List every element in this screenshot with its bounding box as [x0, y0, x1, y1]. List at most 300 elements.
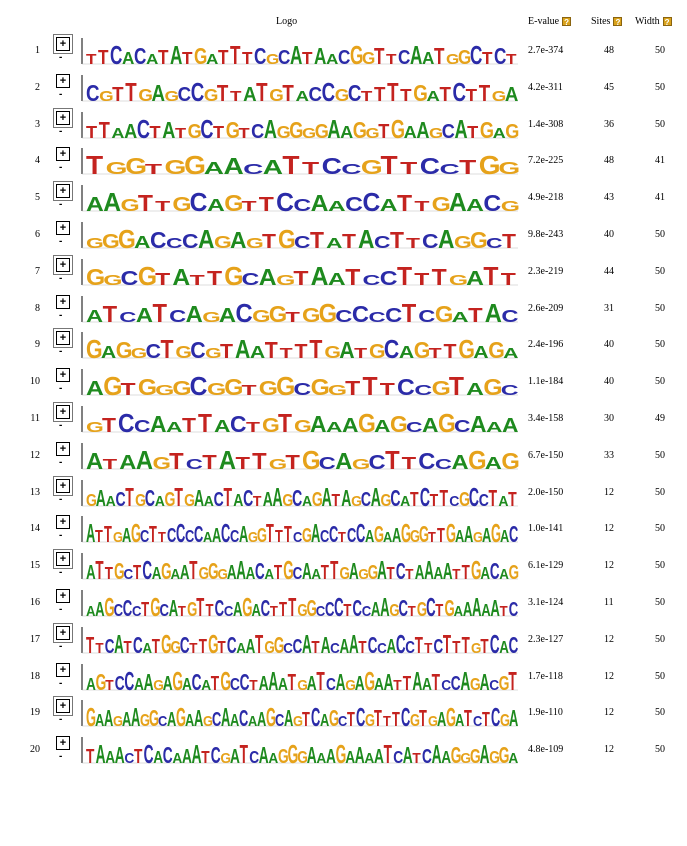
logo-letter: G: [203, 85, 219, 104]
logo-letter: A: [166, 419, 183, 435]
logo-letter: A: [486, 419, 503, 435]
logo-letter: T: [401, 298, 417, 325]
logo-letter: C: [347, 524, 357, 546]
collapse-minus-icon[interactable]: -: [59, 309, 63, 321]
sequence-logo: [80, 329, 520, 361]
motif-row: [0, 548, 687, 584]
logo-letter: G: [214, 233, 232, 251]
collapse-minus-icon[interactable]: -: [59, 346, 63, 358]
logo-letter: T: [242, 47, 253, 67]
logo-letter: C: [159, 601, 170, 619]
logo-letter: G: [350, 40, 364, 67]
logo-letter: C: [158, 713, 168, 730]
logo-letter: G: [419, 521, 429, 546]
logo-letter: T: [95, 556, 104, 583]
logo-letter: G: [473, 529, 483, 546]
logo-letter: C: [167, 524, 177, 546]
logo-letter: T: [431, 670, 440, 693]
logo-letter: G: [113, 529, 123, 546]
logo-letter: G: [86, 335, 103, 362]
logo-letter: T: [275, 527, 283, 546]
logo-letter: C: [501, 306, 519, 325]
logo-letter: C: [166, 235, 183, 251]
logo-letter: G: [282, 491, 294, 509]
logo-letter: T: [383, 740, 392, 767]
motif-number: 8: [35, 302, 40, 314]
logo-letter: C: [241, 269, 260, 288]
logo-letter: C: [422, 230, 439, 251]
logo-letter: T: [385, 52, 397, 67]
logo-letter: A: [460, 667, 471, 693]
logo-letter: A: [341, 486, 352, 509]
logo-letter: G: [198, 564, 210, 583]
logo-letter: T: [439, 83, 451, 104]
logo-letter: C: [210, 743, 221, 767]
logo-letter: A: [354, 670, 365, 693]
logo-letter: T: [316, 667, 325, 693]
logo-letter: G: [184, 151, 206, 178]
logo-letter: A: [464, 521, 474, 546]
logo-letter: T: [338, 529, 346, 546]
logo-letter: G: [410, 711, 421, 730]
logo-letter: G: [294, 417, 312, 435]
collapse-minus-icon[interactable]: -: [59, 567, 63, 579]
expand-plus-icon[interactable]: +: [56, 442, 70, 456]
table-header: [0, 14, 687, 34]
collapse-minus-icon[interactable]: -: [59, 530, 63, 542]
logo-letter: C: [489, 558, 500, 583]
logo-letter: A: [500, 527, 510, 546]
logo-letter: C: [398, 45, 411, 67]
expand-plus-icon[interactable]: +: [56, 405, 70, 419]
motif-row: [0, 695, 687, 731]
help-icon[interactable]: ?: [663, 17, 672, 26]
logo-letter: A: [206, 195, 225, 215]
width-cell: 50: [655, 707, 665, 719]
logo-letter: G: [120, 195, 140, 215]
logo-letter: T: [155, 269, 171, 288]
collapse-minus-icon[interactable]: -: [59, 236, 63, 247]
sites-cell: 40: [604, 339, 614, 351]
logo-letter: A: [374, 675, 384, 693]
motif-number: 14: [30, 523, 40, 535]
evalue-column-header: E-value ?: [528, 16, 571, 27]
logo-letter: T: [238, 125, 250, 141]
logo-letter: G: [149, 705, 159, 730]
logo-letter: T: [86, 52, 97, 67]
logo-letter: A: [230, 226, 247, 251]
evalue-cell: 4.8e-109: [528, 744, 564, 756]
logo-letter: T: [488, 486, 498, 509]
logo-letter: C: [347, 81, 362, 104]
logo-letter: G: [194, 44, 208, 67]
logo-letter: G: [224, 262, 244, 288]
motif-number: 19: [30, 707, 40, 719]
logo-letter: T: [246, 419, 260, 435]
logo-letter: G: [491, 87, 507, 104]
evalue-cell: 1.7e-118: [528, 670, 563, 682]
expand-plus-icon[interactable]: +: [56, 515, 70, 529]
logo-letter: A: [172, 264, 191, 288]
logo-letter: T: [137, 190, 153, 215]
logo-letter: T: [483, 262, 499, 288]
logo-letter: G: [115, 337, 133, 362]
logo-letter: A: [218, 303, 237, 325]
logo-letter: T: [241, 383, 257, 399]
logo-letter: A: [442, 558, 453, 583]
logo-letter: A: [484, 453, 502, 472]
logo-letter: T: [461, 561, 470, 583]
sequence-logo: [80, 440, 520, 472]
logo-letter: C: [278, 45, 291, 67]
logo-letter: C: [235, 298, 253, 325]
logo-letter: A: [377, 556, 387, 583]
logo-letter: G: [276, 122, 291, 141]
logo-letter: G: [246, 235, 264, 251]
expand-plus-icon[interactable]: +: [56, 699, 70, 713]
logo-letter: A: [451, 309, 469, 325]
logo-letter: T: [406, 235, 420, 251]
logo-letter: G: [454, 233, 472, 251]
logo-letter: G: [410, 527, 421, 546]
logo-letter: A: [86, 377, 104, 399]
logo-letter: G: [358, 565, 369, 583]
logo-letter: T: [434, 44, 445, 67]
logo-letter: C: [132, 632, 143, 656]
evalue-cell: 2.3e-219: [528, 265, 564, 277]
sites-cell: 48: [604, 45, 614, 56]
logo-letter: G: [498, 743, 510, 767]
collapse-minus-icon[interactable]: -: [59, 420, 63, 431]
logo-letter: T: [461, 632, 470, 656]
expand-plus-icon[interactable]: +: [56, 626, 70, 640]
motif-row: [0, 511, 687, 547]
logo-letter: C: [473, 713, 483, 730]
logo-letter: C: [118, 409, 135, 435]
logo-letter: T: [266, 519, 274, 546]
expand-plus-icon[interactable]: +: [56, 295, 70, 309]
motif-number: 15: [30, 560, 40, 572]
collapse-minus-icon[interactable]: -: [59, 714, 63, 726]
sequence-logo: [80, 182, 520, 214]
sites-cell: 11: [604, 597, 614, 608]
logo-letter: A: [86, 448, 104, 472]
logo-letter: C: [253, 44, 267, 67]
expand-plus-icon[interactable]: +: [56, 736, 70, 750]
logo-letter: C: [362, 188, 381, 215]
evalue-cell: 2.0e-150: [528, 486, 564, 498]
logo-letter: C: [356, 519, 366, 546]
logo-letter: A: [348, 558, 359, 583]
logo-letter: G: [310, 374, 330, 399]
expand-plus-icon[interactable]: +: [56, 147, 70, 161]
logo-letter: C: [329, 521, 339, 546]
logo-letter: A: [403, 122, 417, 141]
logo-letter: T: [401, 453, 417, 472]
logo-letter: A: [490, 595, 500, 619]
collapse-minus-icon[interactable]: -: [59, 751, 63, 763]
logo-letter: T: [342, 230, 356, 251]
logo-letter: C: [509, 521, 519, 546]
logo-letter: A: [310, 262, 329, 288]
logo-letter: T: [264, 337, 278, 362]
logo-letter: T: [282, 151, 300, 178]
sites-cell: 12: [604, 486, 614, 498]
logo-letter: T: [220, 340, 234, 362]
logo-letter: G: [500, 199, 520, 215]
logo-letter: C: [276, 188, 294, 215]
logo-letter: G: [431, 377, 451, 399]
logo-letter: T: [86, 632, 95, 656]
logo-letter: C: [189, 372, 208, 399]
logo-letter: G: [508, 561, 520, 583]
logo-letter: A: [327, 199, 346, 215]
logo-letter: A: [416, 117, 430, 141]
logo-letter: A: [431, 740, 442, 767]
logo-letter: A: [422, 47, 435, 67]
logo-letter: A: [481, 601, 491, 619]
logo-letter: A: [400, 493, 411, 509]
logo-letter: A: [438, 225, 455, 251]
logo-letter: A: [314, 44, 327, 67]
logo-letter: T: [505, 52, 517, 67]
logo-letter: A: [453, 603, 464, 619]
logo-letter: A: [326, 52, 339, 67]
help-icon[interactable]: ?: [562, 17, 571, 26]
logo-letter: A: [268, 667, 279, 693]
logo-letter: T: [189, 556, 198, 583]
logo-letter: A: [151, 81, 165, 104]
width-cell: 41: [655, 192, 665, 204]
logo-letter: G: [297, 601, 308, 619]
logo-letter: A: [433, 564, 444, 583]
logo-letter: C: [177, 83, 192, 104]
logo-letter: C: [368, 309, 386, 325]
logo-letter: G: [289, 117, 304, 141]
logo-letter: T: [102, 300, 118, 325]
collapse-minus-icon[interactable]: -: [59, 456, 63, 468]
evalue-cell: 2.6e-209: [528, 302, 564, 314]
logo-letter: A: [502, 414, 519, 435]
width-cell: 50: [655, 45, 665, 56]
evalue-cell: 3.1e-124: [528, 597, 564, 608]
logo-letter: G: [458, 335, 475, 362]
logo-letter: A: [162, 670, 173, 693]
expand-plus-icon[interactable]: +: [56, 184, 70, 198]
motif-row: [0, 180, 687, 216]
logo-letter: T: [284, 521, 292, 546]
logo-letter: T: [213, 122, 225, 141]
logo-letter: A: [278, 675, 288, 693]
logo-letter: A: [257, 708, 267, 730]
logo-letter: C: [441, 676, 452, 693]
motif-number: 10: [30, 376, 40, 388]
logo-letter: G: [297, 676, 308, 693]
logo-letter: T: [437, 524, 445, 546]
width-cell: 50: [655, 486, 665, 498]
logo-letter: T: [386, 564, 395, 583]
logo-letter: C: [124, 749, 135, 767]
logo-letter: C: [450, 670, 461, 693]
logo-letter: T: [302, 158, 320, 178]
logo-letter: A: [310, 410, 327, 435]
motif-row: [0, 364, 687, 400]
collapse-minus-icon[interactable]: -: [59, 640, 63, 652]
logo-letter: A: [306, 670, 317, 693]
expand-plus-icon[interactable]: +: [56, 663, 70, 677]
evalue-cell: 4.2e-311: [528, 81, 563, 93]
logo-letter: G: [365, 711, 376, 730]
collapse-minus-icon[interactable]: -: [59, 604, 63, 615]
logo-letter: T: [252, 448, 267, 472]
expand-plus-icon[interactable]: +: [56, 258, 70, 272]
logo-letter: T: [311, 638, 320, 656]
logo-letter: A: [462, 598, 473, 619]
logo-letter: C: [494, 44, 507, 67]
logo-letter: T: [428, 529, 436, 546]
motif-number: 7: [35, 265, 40, 277]
logo-letter: A: [424, 556, 434, 583]
logo-letter: A: [472, 593, 482, 619]
logo-letter: T: [465, 85, 478, 104]
logo-letter: G: [352, 117, 367, 141]
sequence-logo: [80, 256, 520, 288]
logo-letter: C: [243, 486, 254, 509]
sequence-logo: [80, 550, 520, 582]
logo-letter: G: [314, 120, 329, 141]
logo-letter: G: [252, 306, 271, 325]
motif-row: [0, 401, 687, 437]
logo-letter: G: [276, 272, 296, 288]
expand-plus-icon[interactable]: +: [56, 221, 70, 235]
logo-letter: A: [272, 483, 283, 509]
help-icon[interactable]: ?: [613, 17, 622, 26]
collapse-minus-icon[interactable]: -: [59, 272, 63, 284]
collapse-minus-icon[interactable]: -: [59, 52, 63, 63]
collapse-minus-icon[interactable]: -: [59, 125, 63, 137]
logo-letter: C: [292, 635, 303, 656]
motif-row: [0, 107, 687, 143]
collapse-minus-icon[interactable]: -: [59, 162, 63, 174]
logo-letter: G: [390, 410, 408, 435]
logo-letter: T: [478, 81, 491, 104]
logo-letter: A: [86, 603, 96, 619]
logo-letter: A: [218, 445, 237, 472]
logo-letter: C: [454, 417, 471, 435]
logo-letter: G: [431, 193, 451, 215]
logo-letter: A: [86, 561, 96, 583]
logo-letter: A: [268, 749, 279, 767]
logo-letter: C: [230, 675, 240, 693]
logo-letter: G: [135, 491, 146, 509]
logo-letter: A: [100, 343, 117, 362]
logo-letter: T: [282, 81, 294, 104]
logo-letter: C: [221, 519, 231, 546]
expand-plus-icon[interactable]: +: [56, 111, 70, 125]
logo-letter: T: [86, 151, 104, 178]
logo-letter: A: [263, 114, 277, 141]
logo-letter: C: [190, 337, 206, 362]
logo-letter: A: [466, 266, 484, 288]
sites-cell: 48: [604, 155, 614, 167]
logo-letter: T: [499, 603, 508, 619]
logo-letter: T: [198, 409, 212, 435]
expand-plus-icon[interactable]: +: [56, 479, 70, 493]
logo-letter: C: [86, 81, 100, 104]
logo-letter: A: [233, 491, 244, 509]
logo-letter: T: [428, 345, 442, 362]
logo-letter: A: [122, 524, 132, 546]
collapse-minus-icon[interactable]: -: [59, 493, 63, 505]
logo-letter: C: [142, 556, 153, 583]
logo-letter: T: [278, 409, 292, 435]
logo-letter: T: [288, 593, 297, 619]
logo-letter: T: [123, 638, 132, 656]
sequence-logo: [80, 513, 520, 545]
logo-letter: A: [134, 675, 144, 693]
logo-letter: G: [187, 598, 198, 619]
logo-letter: G: [187, 120, 202, 141]
logo-letter: A: [86, 519, 96, 546]
width-column-header: Width ?: [635, 16, 672, 27]
logo-letter: A: [410, 40, 423, 67]
motif-row: [0, 585, 687, 621]
expand-plus-icon[interactable]: +: [56, 331, 70, 345]
logo-letter: T: [378, 120, 390, 141]
motif-number: 17: [30, 633, 40, 645]
collapse-minus-icon[interactable]: -: [59, 677, 63, 689]
expand-plus-icon[interactable]: +: [56, 368, 70, 382]
logo-letter: T: [182, 414, 196, 435]
sequence-logo: [80, 366, 520, 398]
logo-letter: A: [320, 711, 330, 730]
logo-letter: T: [402, 670, 412, 693]
logo-letter: T: [431, 264, 447, 288]
logo-letter: T: [241, 199, 257, 215]
logo-letter: T: [387, 77, 399, 104]
logo-letter: A: [470, 410, 487, 435]
expand-plus-icon[interactable]: +: [56, 552, 70, 566]
logo-letter: T: [439, 486, 449, 509]
logo-letter: G: [458, 45, 472, 67]
logo-letter: G: [401, 519, 412, 546]
logo-letter: A: [383, 529, 393, 546]
logo-letter: T: [279, 598, 288, 619]
collapse-minus-icon[interactable]: -: [59, 88, 63, 100]
motif-row: [0, 143, 687, 179]
logo-letter: A: [437, 708, 447, 730]
logo-letter: C: [320, 527, 330, 546]
logo-letter: G: [446, 519, 457, 546]
logo-letter: A: [150, 410, 167, 435]
sequence-logo: [80, 219, 520, 251]
logo-letter: A: [320, 632, 331, 656]
expand-plus-icon[interactable]: +: [56, 74, 70, 88]
collapse-minus-icon[interactable]: -: [59, 383, 63, 395]
logo-letter: A: [454, 114, 468, 141]
logo-letter: G: [262, 414, 280, 435]
logo-letter: C: [134, 417, 151, 435]
collapse-minus-icon[interactable]: -: [59, 199, 63, 211]
motif-number: 20: [30, 744, 40, 756]
width-cell: 50: [655, 229, 665, 240]
logo-letter: A: [179, 561, 190, 583]
expand-plus-icon[interactable]: +: [56, 37, 70, 51]
expand-plus-icon[interactable]: +: [56, 589, 70, 603]
logo-letter: G: [224, 374, 244, 399]
width-cell: 50: [655, 265, 665, 277]
logo-letter: C: [182, 230, 199, 251]
